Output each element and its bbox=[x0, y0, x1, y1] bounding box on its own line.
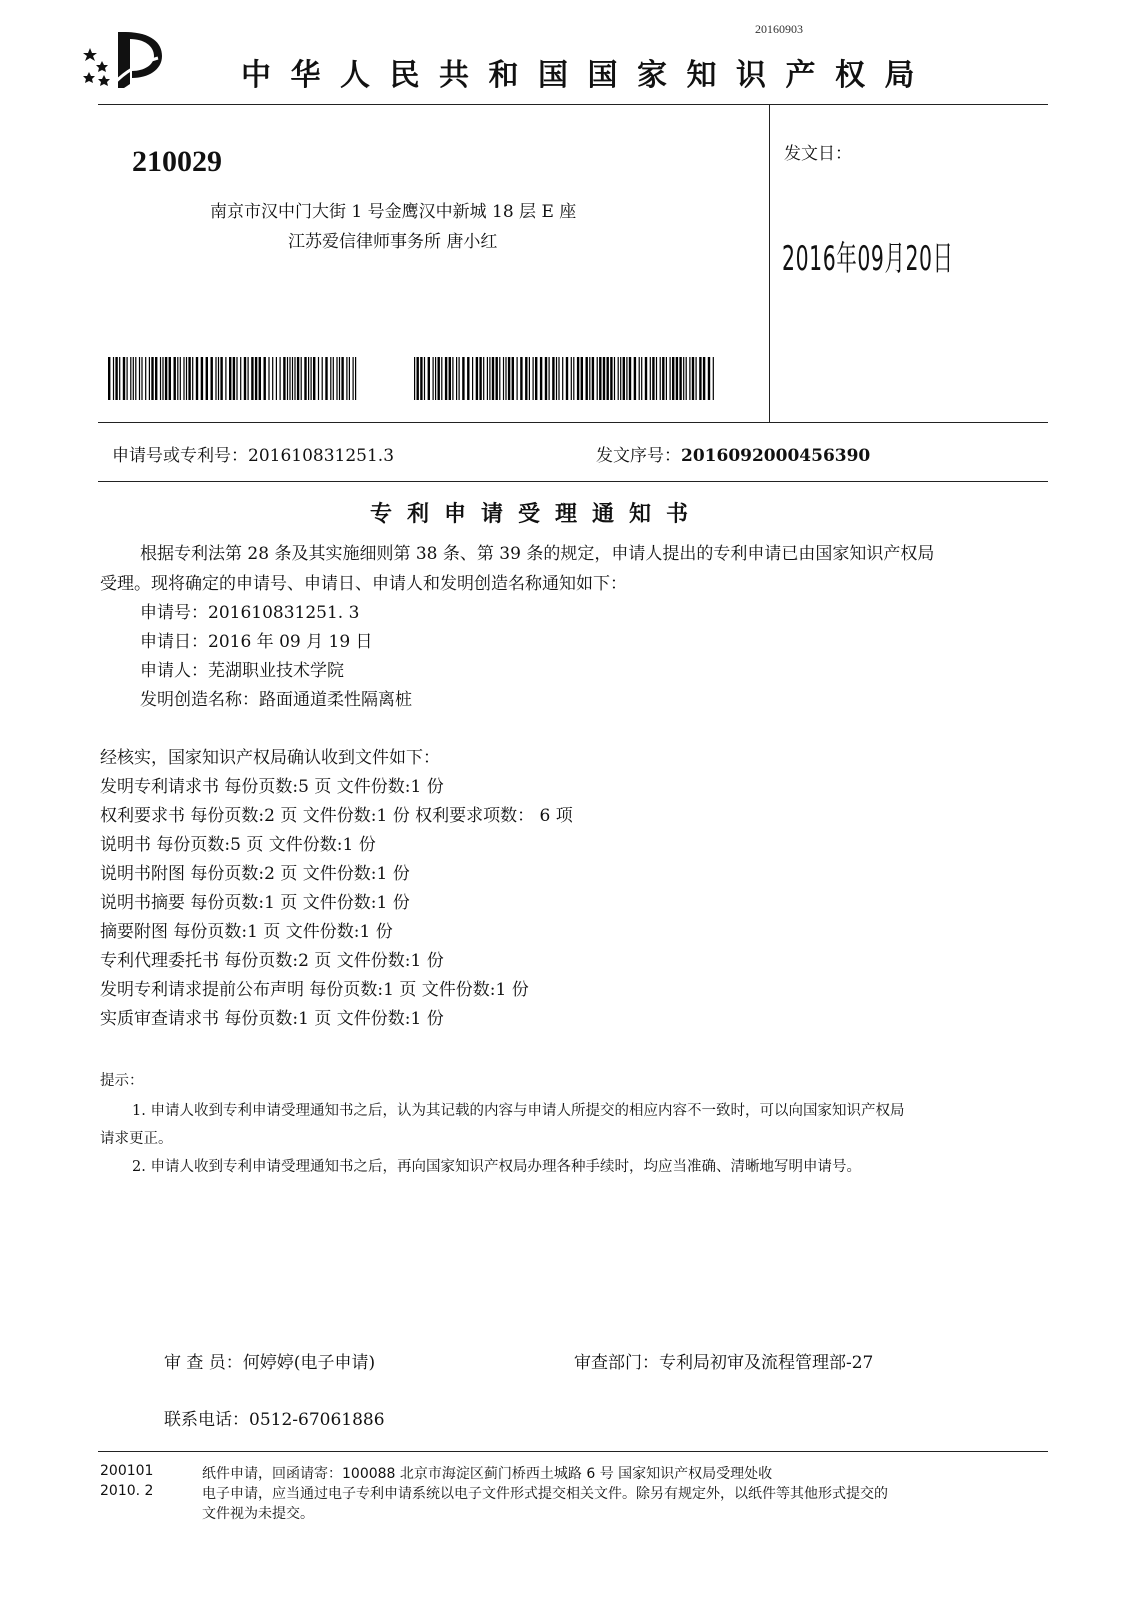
document-item: 发明专利请求书 每份页数:5 页 文件份数:1 份 bbox=[100, 777, 444, 797]
address-block-divider bbox=[98, 422, 1048, 423]
application-number-row bbox=[112, 441, 394, 466]
office-name: 中华人民共和国国家知识产权局 bbox=[241, 58, 934, 93]
dispatch-date-stamp: 2016年09月20日 bbox=[782, 239, 954, 279]
field-filing-date: 申请日：2016 年 09 月 19 日 bbox=[140, 632, 373, 652]
serial-number: 2016092000456390 bbox=[681, 446, 871, 466]
department-row bbox=[574, 1349, 873, 1379]
recipient-firm: 江苏爱信律师事务所 唐小红 bbox=[288, 232, 498, 252]
intro-line-2: 受理。现将确定的申请号、申请日、申请人和发明创造名称通知如下： bbox=[100, 574, 627, 594]
numbers-divider bbox=[98, 481, 1048, 482]
document-code: 20160903 bbox=[755, 22, 803, 36]
cnipa-logo-icon bbox=[80, 28, 170, 92]
department-name: 专利局初审及流程管理部-27 bbox=[659, 1353, 874, 1373]
document-item: 说明书摘要 每份页数:1 页 文件份数:1 份 bbox=[100, 893, 410, 913]
postal-code: 210029 bbox=[132, 145, 222, 178]
field-invention-title: 发明创造名称：路面通道柔性隔离桩 bbox=[140, 690, 412, 710]
footer-line-2: 电子申请，应当通过电子专利申请系统以电子文件形式提交相关文件。除另有规定外，以纸件等其他形式提交的 bbox=[202, 1486, 888, 1502]
document-item: 说明书 每份页数:5 页 文件份数:1 份 bbox=[100, 835, 376, 855]
examiner-name: 何婷婷(电子申请) bbox=[242, 1353, 376, 1373]
document-item: 发明专利请求提前公布声明 每份页数:1 页 文件份数:1 份 bbox=[100, 980, 529, 1000]
application-number: 201610831251.3 bbox=[248, 446, 395, 466]
serial-number-row bbox=[596, 441, 870, 466]
examiner-label: 审 查 员： bbox=[164, 1353, 243, 1373]
tips-heading: 提示： bbox=[100, 1073, 144, 1089]
dispatch-date-label: 发文日： bbox=[784, 144, 852, 164]
footer-line-1: 纸件申请，回函请寄：100088 北京市海淀区蓟门桥西土城路 6 号 国家知识产权局受理处收 bbox=[202, 1466, 773, 1482]
header-divider bbox=[98, 104, 1048, 105]
documents-heading: 经核实，国家知识产权局确认收到文件如下： bbox=[100, 748, 440, 768]
phone-row bbox=[164, 1406, 385, 1436]
form-code-2: 2010. 2 bbox=[100, 1483, 154, 1499]
form-code-1: 200101 bbox=[100, 1463, 154, 1479]
application-number-label: 申请号或专利号： bbox=[112, 446, 248, 466]
phone-number: 0512-67061886 bbox=[249, 1410, 385, 1430]
field-applicant: 申请人：芜湖职业技术学院 bbox=[140, 661, 344, 681]
document-item: 实质审查请求书 每份页数:1 页 文件份数:1 份 bbox=[100, 1009, 444, 1029]
phone-label: 联系电话： bbox=[164, 1410, 249, 1430]
department-label: 审查部门： bbox=[574, 1353, 659, 1373]
barcode-right bbox=[414, 357, 714, 400]
tip-1-line-1: 1. 申请人收到专利申请受理通知书之后，认为其记载的内容与申请人所提交的相应内容不一致时，可以向国家知识产权局 bbox=[132, 1103, 905, 1119]
date-box-divider bbox=[769, 104, 770, 422]
document-item: 摘要附图 每份页数:1 页 文件份数:1 份 bbox=[100, 922, 393, 942]
examiner-row bbox=[164, 1349, 375, 1379]
document-item: 专利代理委托书 每份页数:2 页 文件份数:1 份 bbox=[100, 951, 444, 971]
notice-title: 专利申请受理通知书 bbox=[370, 502, 704, 527]
serial-number-label: 发文序号： bbox=[596, 446, 681, 466]
footer-line-3: 文件视为未提交。 bbox=[202, 1506, 314, 1522]
tip-2: 2. 申请人收到专利申请受理通知书之后，再向国家知识产权局办理各种手续时，均应当准确、清晰地写明申请号。 bbox=[132, 1159, 861, 1175]
tip-1-line-2: 请求更正。 bbox=[100, 1131, 173, 1147]
document-item: 说明书附图 每份页数:2 页 文件份数:1 份 bbox=[100, 864, 410, 884]
recipient-address: 南京市汉中门大街 1 号金鹰汉中新城 18 层 E 座 bbox=[210, 202, 577, 222]
barcode-left bbox=[108, 357, 358, 400]
document-item: 权利要求书 每份页数:2 页 文件份数:1 份 权利要求项数： 6 项 bbox=[100, 806, 573, 826]
footer-divider bbox=[98, 1451, 1048, 1452]
field-application-number: 申请号：201610831251. 3 bbox=[140, 603, 360, 623]
intro-line-1: 根据专利法第 28 条及其实施细则第 38 条、第 39 条的规定，申请人提出的专利申请已由国家知识产权局 bbox=[140, 544, 935, 564]
